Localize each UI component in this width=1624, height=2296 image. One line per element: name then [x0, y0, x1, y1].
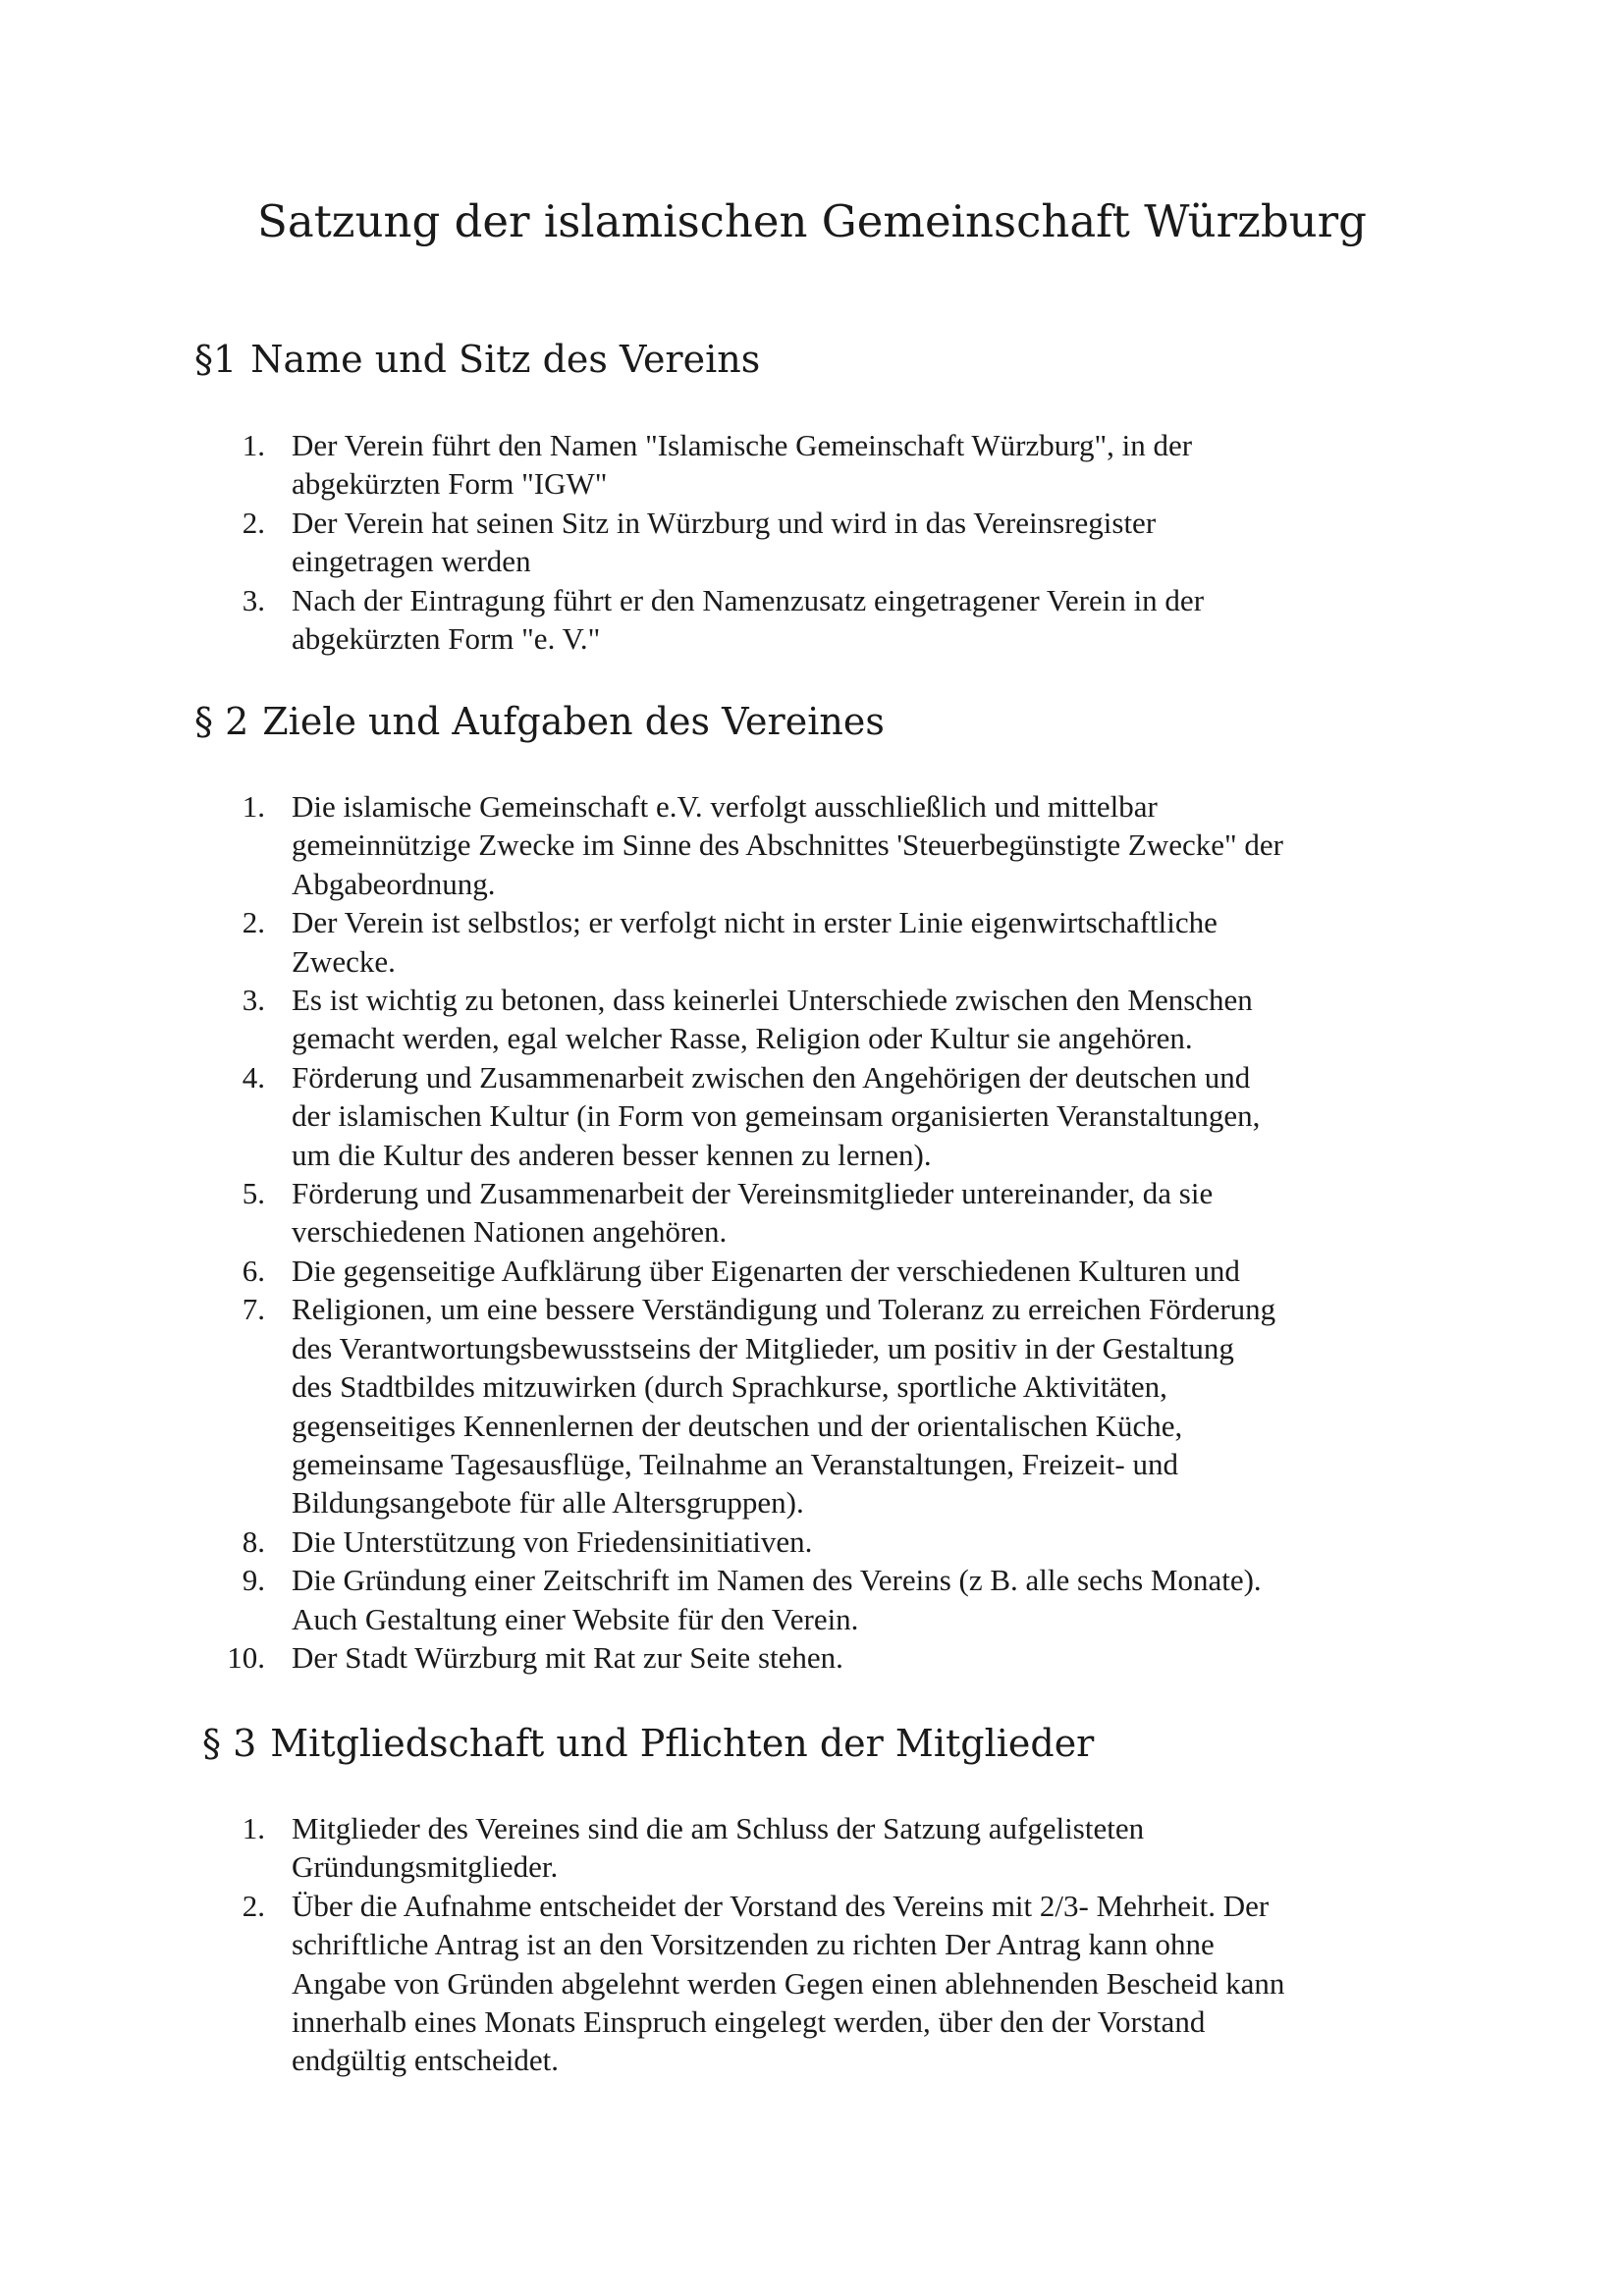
section-title: Name und Sitz des Vereins	[250, 338, 761, 381]
page-title: Satzung der islamischen Gemeinschaft Würzburg	[257, 195, 1367, 247]
list-item	[0, 1058, 1624, 1174]
item-text: Der Stadt Würzburg mit Rat zur Seite stehen.	[292, 1639, 843, 1675]
item-number: 2.	[242, 505, 265, 540]
item-text: Förderung und Zusammenarbeit zwischen den Angehörigen der deutschen und der islamischen Kultur (in Form von gemeinsam organisierten Veranstaltungen, um die Kultur des anderen besser kennen zu lernen).	[292, 1059, 1261, 1172]
item-text: Die Gründung einer Zeitschrift im Namen des Vereins (z B. alle sechs Monate). Auch Gestaltung einer Website für den Verein.	[292, 1563, 1262, 1636]
item-number: 10.	[227, 1639, 265, 1675]
item-number: 4.	[242, 1059, 265, 1095]
list-item	[0, 581, 1624, 659]
list-item	[0, 1638, 1624, 1677]
section-1-list	[0, 426, 1624, 658]
item-text: Der Verein hat seinen Sitz in Würzburg und wird in das Vereinsregister eingetragen werden	[292, 505, 1157, 579]
item-number: 7.	[242, 1292, 265, 1327]
list-item	[0, 981, 1624, 1058]
item-text: Förderung und Zusammenarbeit der Vereinsmitglieder untereinander, da sie verschiedenen Nationen angehören.	[292, 1176, 1214, 1250]
list-item	[0, 1887, 1624, 2080]
section-heading-2	[194, 697, 885, 746]
list-item	[0, 1290, 1624, 1522]
item-number: 6.	[242, 1253, 265, 1288]
section-2-list	[0, 787, 1624, 1677]
item-text: Über die Aufnahme entscheidet der Vorstand des Vereins mit 2/3- Mehrheit. Der schriftliche Antrag ist an den Vorsitzenden zu richten Der Antrag kann ohne Angabe von Gründen abgelehnt werden Gegen einen ablehnenden Bescheid kann innerhalb eines Monats Einspruch eingelegt werden, über den der Vorstand endgültig entscheidet.	[292, 1888, 1285, 2078]
list-item	[0, 903, 1624, 981]
item-text: Der Verein führt den Namen "Islamische Gemeinschaft Würzburg", in der abgekürzten Form "IGW"	[292, 428, 1193, 502]
item-text: Religionen, um eine bessere Verständigung und Toleranz zu erreichen Förderung des Verantwortungsbewusstseins der Mitglieder, um positiv in der Gestaltung des Stadtbildes mitzuwirken (durch Sprachkurse, sportliche Aktivitäten, gegenseitiges Kennenlernen der deutschen und der orientalischen Küche, gemeinsame Tagesausflüge, Teilnahme an Veranstaltungen, Freizeit- und Bildungsangebote für alle Altersgruppen).	[292, 1292, 1276, 1521]
list-item	[0, 504, 1624, 581]
item-text: Die gegenseitige Aufklärung über Eigenarten der verschiedenen Kulturen und	[292, 1253, 1240, 1288]
item-number: 2.	[242, 905, 265, 940]
list-item	[0, 1174, 1624, 1252]
list-item	[0, 1252, 1624, 1290]
section-heading-3	[202, 1719, 1094, 1768]
list-item	[0, 426, 1624, 504]
item-number: 9.	[242, 1563, 265, 1598]
list-item	[0, 1522, 1624, 1561]
item-text: Es ist wichtig zu betonen, dass keinerlei Unterschiede zwischen den Menschen gemacht werden, egal welcher Rasse, Religion oder Kultur sie angehören.	[292, 983, 1253, 1056]
item-text: Die Unterstützung von Friedensinitiativen.	[292, 1523, 813, 1559]
item-number: 3.	[242, 582, 265, 617]
item-text: Die islamische Gemeinschaft e.V. verfolgt ausschließlich und mittelbar gemeinnützige Zwecke im Sinne des Abschnittes 'Steuerbegünstigte Zwecke" der Abgabeordnung.	[292, 789, 1283, 901]
section-title: Mitgliedschaft und Pflichten der Mitglieder	[270, 1722, 1095, 1765]
section-number: § 3	[202, 1722, 257, 1765]
list-item	[0, 787, 1624, 903]
item-number: 5.	[242, 1176, 265, 1211]
item-number: 8.	[242, 1523, 265, 1559]
item-number: 2.	[242, 1888, 265, 1923]
list-item	[0, 1809, 1624, 1887]
section-title: Ziele und Aufgaben des Vereines	[262, 700, 885, 743]
item-number: 1.	[242, 428, 265, 462]
item-number: 3.	[242, 983, 265, 1018]
section-heading-1	[194, 335, 760, 384]
item-text: Nach der Eintragung führt er den Namenzusatz eingetragener Verein in der abgekürzten Form "e. V."	[292, 582, 1205, 657]
list-item	[0, 1561, 1624, 1638]
section-number: §1	[194, 338, 238, 381]
section-3-list	[0, 1809, 1624, 2080]
section-number: § 2	[194, 700, 249, 743]
item-number: 1.	[242, 1811, 265, 1845]
item-text: Mitglieder des Vereines sind die am Schluss der Satzung aufgelisteten Gründungsmitglieder.	[292, 1811, 1145, 1885]
item-number: 1.	[242, 789, 265, 824]
item-text: Der Verein ist selbstlos; er verfolgt nicht in erster Linie eigenwirtschaftliche Zwecke.	[292, 905, 1218, 979]
